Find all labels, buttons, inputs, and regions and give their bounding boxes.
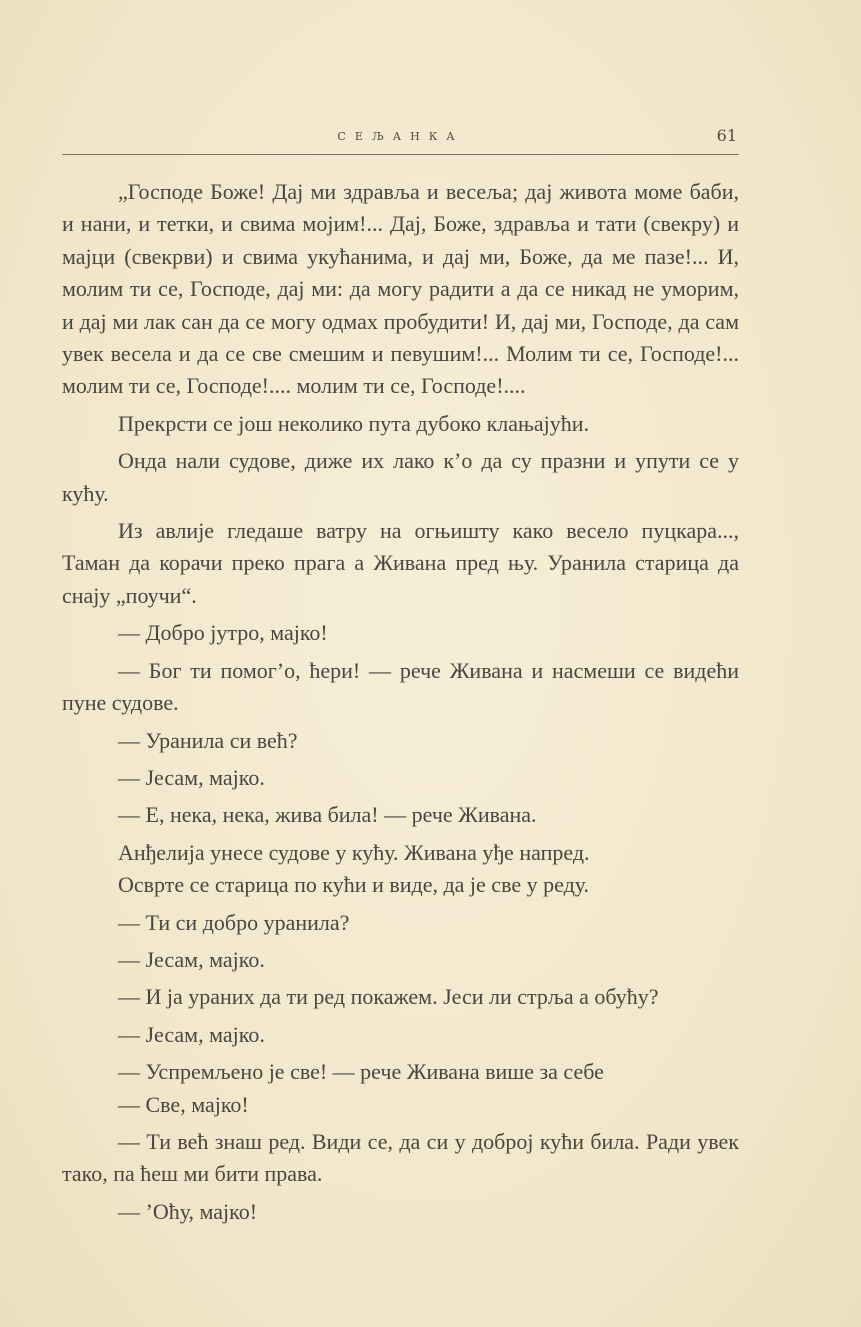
running-title: СЕЉАНКА (337, 130, 464, 143)
dialogue-line: — Јесам, мајко. (118, 946, 265, 972)
dialogue-line: — Уранила си већ? (118, 727, 298, 753)
body-text (62, 176, 739, 1233)
dialogue-line: — Е, нека, нека, жива била! — рече Живана. (118, 802, 537, 828)
dialogue-line: — ’Оћу, мајко! (118, 1198, 258, 1224)
paragraph-yard: Из авлије гледаше ватру на огњишту како весело пуцкара..., Таман да корачи преко прага а Живана пред њу. Уранила старица да снају „поучи“. (62, 518, 739, 608)
dialogue-line: — И ја ураних да ти ред покажем. Јеси ли стрља а обућу? (118, 984, 659, 1010)
paragraph-narration: Анђелија унесе судове у кућу. Живана уђе напред. (118, 839, 590, 865)
paragraph-vessels: Онда нали судове, диже их лако к’о да су празни и упути се у кућу. (62, 448, 739, 506)
dialogue-line: — Бог ти помог’о, ћери! — рече Живана и насмеши се видећи пуне судове. (62, 657, 739, 716)
dialogue-line: — Све, мајко! (118, 1091, 249, 1117)
dialogue-line: — Јесам, мајко. (118, 764, 265, 790)
paragraph-prayer: „Господе Боже! Дај ми здравља и весеља; дај живота моме баби, и нани, и тетки, и свима мојим!... Дај, Боже, здравља и тати (свекру) и мајци (свекрви) и свима укућанима, и дај ми, Боже, да ме пазе!... И, молим ти се, Господе, дај ми: да могу радити а да се никад не уморим, и дај ми лак сан да се могу одмах пробудити! И, дај ми, Господе, да сам увек весела и да се све смешим и певушим!... Молим ти се, Господе!... молим ти се, Господе!.... молим ти се, Господе!.... (62, 179, 739, 399)
page-number: 61 (716, 126, 737, 145)
paragraph-narration: Осврте се старица по кући и виде, да је све у реду. (118, 872, 590, 898)
dialogue-line: — Ти већ знаш ред. Види се, да си у доброј кући била. Ради увек тако, па ћеш ми бити права. (62, 1128, 739, 1187)
dialogue-line: — Добро јутро, мајко! (118, 620, 328, 646)
dialogue-line: — Ти си добро уранила? (118, 909, 350, 935)
dialogue-line: — Јесам, мајко. (118, 1021, 265, 1047)
dialogue-line: — Успремљено је све! — рече Живана више за себе (118, 1059, 604, 1085)
paragraph-cross: Прекрсти се још неколико пута дубоко клањајући. (118, 410, 590, 436)
page-header (62, 124, 739, 155)
